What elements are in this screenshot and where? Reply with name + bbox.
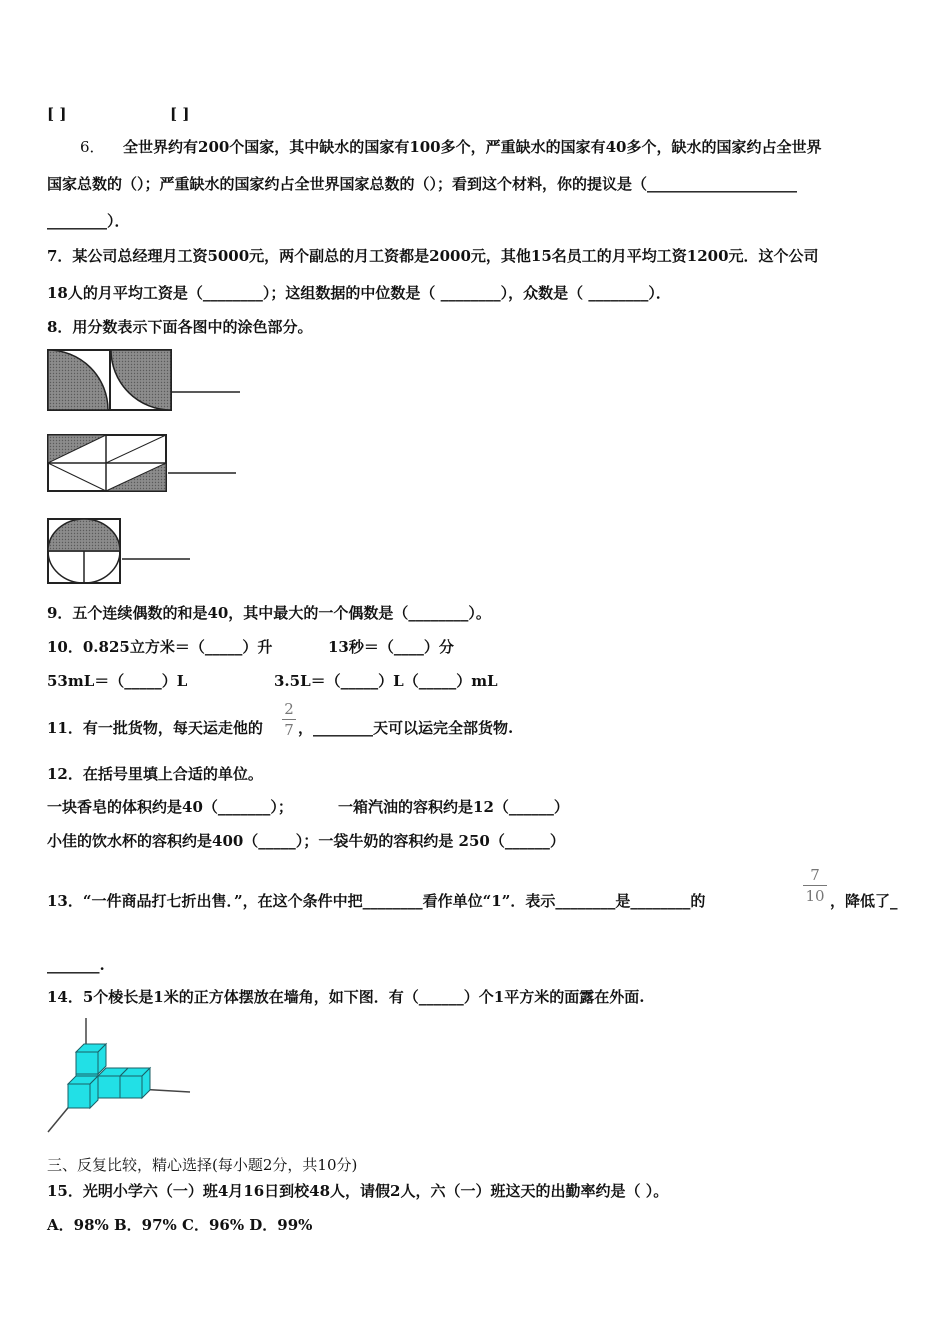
q10-part-a: 10．0.825立方米＝（_____）升 — [47, 638, 273, 656]
q12-part-c: 小佳的饮水杯的容积约是400（_____）；一袋牛奶的容积约是 250（______） — [47, 832, 565, 850]
q7-line2: 18人的月平均工资是（________）；这组数据的中位数是（ ________），众数是（ ________）． — [47, 284, 671, 302]
q6-line3: ________）． — [47, 212, 130, 230]
q10-part-d: 3.5L＝（_____）L（_____）mL — [274, 672, 498, 690]
q8-line: 8．用分数表示下面各图中的涂色部分。 — [47, 318, 313, 336]
q13-fraction — [803, 866, 827, 905]
q15-line: 15．光明小学六（一）班4月16日到校48人，请假2人，六（一）班这天的出勤率约是（ ）。 — [47, 1182, 669, 1200]
answer-bracket-right: [ ] — [170, 105, 190, 123]
q14-line: 14．5个棱长是1米的正方体摆放在墙角，如下图．有（______）个1平方米的面露在外面. — [47, 988, 645, 1006]
q11-fraction-numerator: 2 — [284, 700, 294, 718]
q13-fraction-numerator: 7 — [810, 866, 820, 884]
q10-part-c: 53mL＝（_____）L — [47, 672, 188, 690]
q11-fraction — [282, 700, 296, 739]
q6-line2: 国家总数的（）；严重缺水的国家约占全世界国家总数的（）；看到这个材料，你的提议是（____________________ — [47, 175, 798, 193]
q6-number: 6． — [80, 138, 105, 156]
q13-text: 13．“一件商品打七折出售．”，在这个条件中把________看作单位“1”．表示________是________的 — [47, 892, 706, 910]
q11-text-before: 11．有一批货物，每天运走他的 — [47, 719, 263, 737]
section-3-title: 三、反复比较，精心选择(每小题2分，共10分) — [47, 1156, 358, 1174]
q8-figure-semicircle — [46, 517, 196, 587]
q8-figure-triangles — [46, 433, 246, 495]
q14-figure-cubes — [46, 1016, 196, 1136]
q12-part-b: 一箱汽油的容积约是12（______） — [338, 798, 569, 816]
q11-fraction-denominator: 7 — [284, 721, 294, 739]
q13-tail: ，降低了_ — [830, 892, 898, 910]
q11-text-after: ，________天可以运完全部货物. — [298, 719, 514, 737]
q7-line1: 7．某公司总经理月工资5000元，两个副总的月工资都是2000元，其他15名员工的月平均工资1200元．这个公司 — [47, 247, 819, 265]
q13-fraction-denominator: 10 — [805, 887, 825, 905]
q6-line1: 全世界约有200个国家，其中缺水的国家有100多个，严重缺水的国家有40多个，缺水的国家约占全世界 — [123, 138, 822, 156]
q13-line2: _______. — [47, 956, 105, 974]
q8-figure-quarter-circles — [46, 348, 246, 414]
q9-line: 9．五个连续偶数的和是40，其中最大的一个偶数是（________）。 — [47, 604, 491, 622]
q15-options: A．98% B．97% C．96% D．99% — [47, 1216, 313, 1234]
answer-bracket-left: [ ] — [47, 105, 67, 123]
q12-part-a: 一块香皂的体积约是40（_______）； — [47, 798, 293, 816]
q10-part-b: 13秒＝（____）分 — [328, 638, 454, 656]
q12-title: 12．在括号里填上合适的单位。 — [47, 765, 263, 783]
